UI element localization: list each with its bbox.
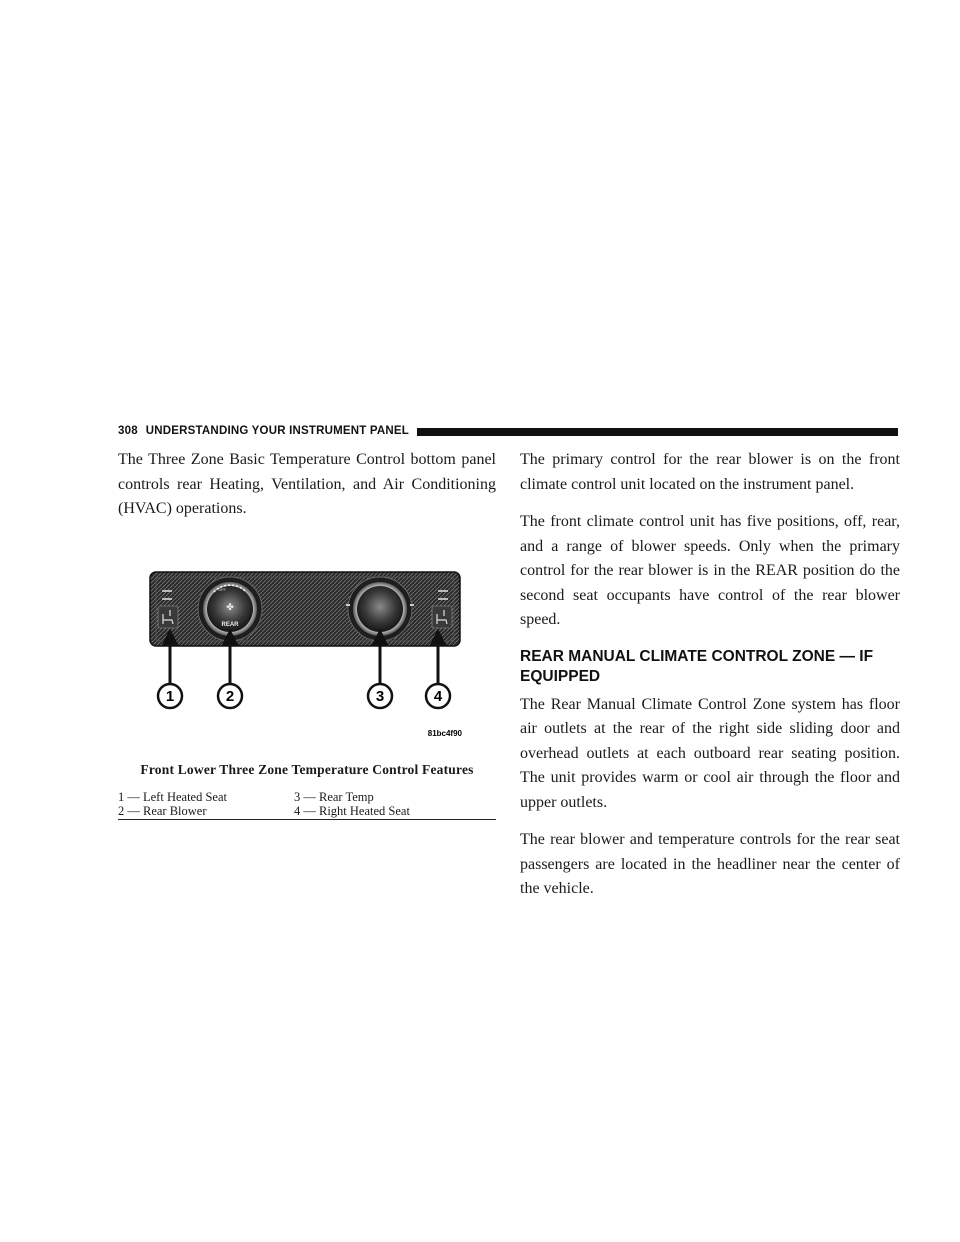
intro-paragraph: The Three Zone Basic Temperature Control bottom panel controls rear Heating, Ventilation, and Air Conditioning (HVAC) operations.: [118, 451, 496, 517]
callout-4: 4: [433, 687, 443, 705]
legend-item: 2 — Rear Blower: [118, 804, 207, 818]
section-title: UNDERSTANDING YOUR INSTRUMENT PANEL: [145, 425, 409, 437]
svg-text:✤: ✤: [226, 602, 234, 613]
section-heading: REAR MANUAL CLIMATE CONTROL ZONE — IF EQUIPPED: [520, 647, 874, 685]
figure-legend: [118, 790, 496, 820]
control-panel-figure: [118, 564, 496, 821]
svg-text:OFF: OFF: [218, 586, 226, 592]
paragraph-rear-controls: The rear blower and temperature controls for the rear seat passengers are located in the headliner near the center of the vehicle.: [520, 831, 900, 897]
knob-rear-label: REAR: [221, 621, 239, 628]
legend-item: 1 — Left Heated Seat: [118, 790, 227, 804]
legend-item: 4 — Right Heated Seat: [294, 804, 410, 818]
legend-item: 3 — Rear Temp: [294, 790, 374, 804]
page-header: [118, 423, 898, 439]
control-panel-illustration: [118, 564, 496, 754]
callout-1: 1: [165, 687, 175, 705]
image-code: 81bc4f90: [427, 728, 462, 738]
left-column: [118, 448, 496, 820]
callout-2: 2: [225, 687, 235, 705]
page-number: 308: [118, 425, 138, 437]
paragraph-primary-control: The primary control for the rear blower is on the front climate control unit located on the instrument panel.: [520, 451, 900, 493]
figure-caption: Front Lower Three Zone Temperature Control Features: [140, 761, 474, 777]
hvac-panel: [150, 572, 460, 646]
right-column: [520, 448, 900, 915]
header-rule: [417, 428, 898, 436]
paragraph-rear-zone: The Rear Manual Climate Control Zone system has floor air outlets at the rear of the right side sliding door and overhead outlets at each outboard rear seating position. The unit provides warm or cool air through the floor and upper outlets.: [520, 695, 900, 811]
paragraph-front-unit: The front climate control unit has five positions, off, rear, and a range of blower speeds. Only when the primary control for the rear blower is in the REAR position do the second seat occupants have control of the rear blower speed.: [520, 513, 900, 628]
callout-3: 3: [375, 687, 385, 705]
